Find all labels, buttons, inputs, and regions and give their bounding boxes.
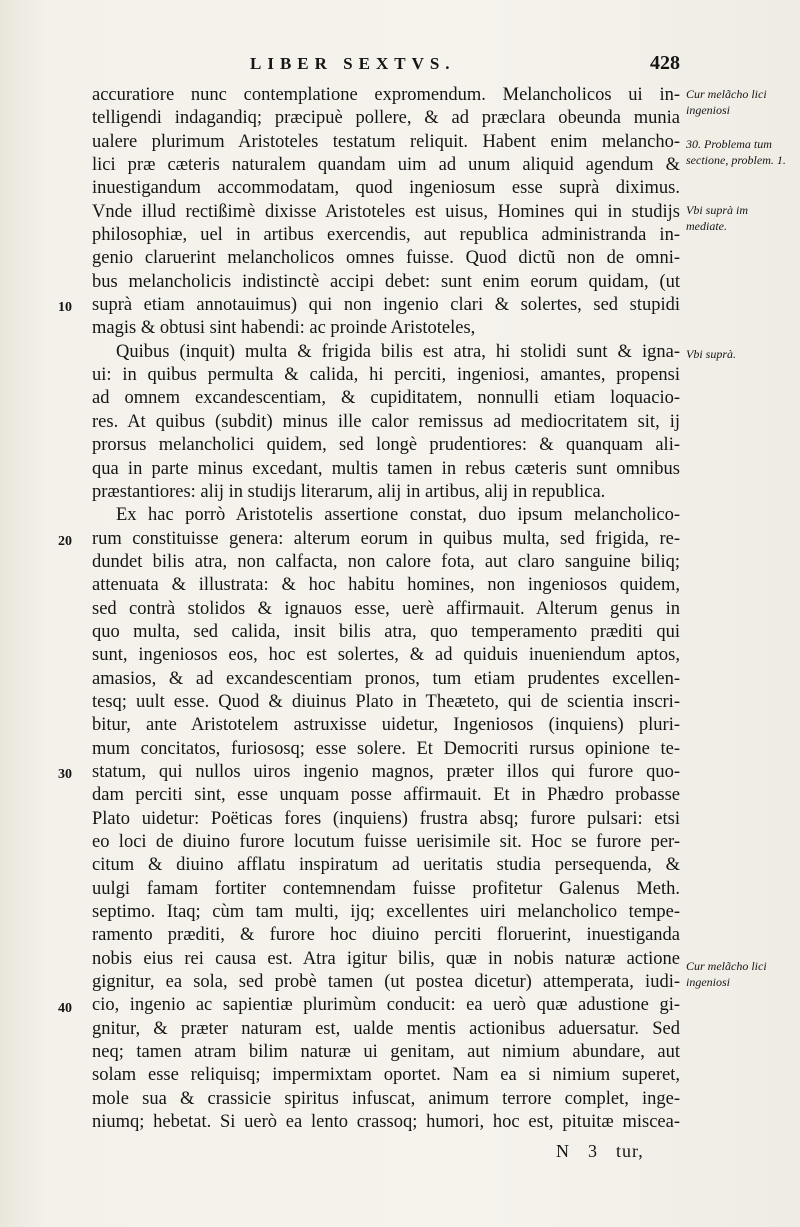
line-number: 40 [58,1001,72,1016]
signature-letter: N [556,1141,570,1161]
line-number: 30 [58,767,72,782]
text-line: sunt, ingeniosos eos, hoc est solertes, & ad quiduis inueniendum aptos, [92,645,680,666]
signature-line [556,1141,644,1162]
catchword: tur, [616,1141,644,1161]
margin-note: Cur melãcho lici ingeniosi [686,87,767,117]
text-line: res. At quibus (subdit) minus ille calor remissus ad mediocritatem sit, ij [92,411,680,432]
text-line: sed contrà stolidos & ignauos esse, uerè affirmauit. Alterum genus in [92,598,680,619]
running-title: LIBER SEXTVS. [250,54,456,73]
margin-note: Cur melãcho lici ingeniosi [686,959,767,989]
text-line: accuratiore nunc contemplatione expromendum. Melancholicos ui in- [92,85,680,105]
text-line: neq; tamen atram bilim naturæ ui genitam, aut nimium abundare, aut [92,1042,680,1063]
text-line: telligendi indagandiq; præcipuè pollere, & ad præclara obeunda munia [92,108,680,129]
text-line: amasios, & ad excandescentiam pronos, tum etiam prudentes excellen- [92,668,680,689]
text-line: citum & diuino afflatu inspiratum ad ueritatis studia persequenda, & [92,855,680,876]
text-line: lici præ cæteris naturalem quandam uim ad unum aliquid agendum & [92,155,680,176]
text-line: nobis eius rei causa est. Atra igitur bilis, quæ in nobis naturæ actione [92,948,680,969]
line-number: 10 [58,300,72,315]
text-line: bus melancholicis indistinctè accipi debet: sunt enim eorum quidam, (ut [92,271,680,292]
text-line: mole sua & crassicie spiritus infuscat, animum terrore complet, inge- [92,1088,680,1109]
text-line: eo loci de diuino furore locutum fuisse uerisimile sit. Hoc se furore per- [92,832,680,852]
text-line: gignitur, ea sola, sed probè tamen (ut postea dicetur) attemperata, iudi- [92,972,680,993]
text-line: magis & obtusi sint habendi: ac proinde Aristoteles, [92,318,476,339]
text-line: ualere plurimum Aristoteles testatum reliquit. Habent enim melancho- [92,131,680,152]
text-line: cio, ingenio ac sapientiæ plurimùm conducit: ea uerò quæ adustione gi- [92,995,680,1016]
text-line: tesq; uult esse. Quod & diuinus Plato in Theæteto, qui de scientia inscri- [92,691,680,712]
text-line: qua in parte minus excedant, multis tamen in rebus cæteris sunt omnibus [92,458,680,479]
text-line: gnitur, & præter naturam est, ualde mentis actionibus aduersatur. Sed [92,1018,680,1039]
text-line: præstantiores: alij in studijs literarum, alij in artibus, alij in republica. [92,481,606,502]
text-line: septimo. Itaq; cùm tam multi, ijq; excellentes uiri melancholico tempe- [92,902,680,923]
text-line: prorsus melancholici quidem, sed longè prudentiores: & quanquam ali- [92,435,680,456]
text-line: ramento præditi, & furore hoc diuino perciti floruerint, inuestiganda [92,925,680,946]
page-number: 428 [650,52,680,74]
text-line: dundet bilis atra, non calfacta, non calore fota, aut claro sanguine biliq; [92,551,680,572]
text-line: Vnde illud rectißimè dixisse Aristoteles est uisus, Homines qui in studijs [92,201,680,222]
text-line: quo multa, sed calida, insit bilis atra, quo temperamento præditi qui [92,621,680,642]
text-line: philosophiæ, uel in artibus exercendis, aut republica administranda in- [92,225,680,246]
text-line: bitur, ante Aristotelem astruxisse uidetur, Ingeniosos (inquiens) pluri- [92,715,680,736]
text-line: statum, qui nullos uiros ingenio magnos, præter illos qui furore quo- [92,761,680,782]
margin-note: Vbi suprà. [686,347,737,361]
text-line: solam esse reliquisq; impermixtam oportet. Nam ea si nimium superet, [92,1065,680,1086]
margin-note: 30. Problema tum sectione, problem. 1. [686,137,786,167]
text-line: Ex hac porrò Aristotelis assertione constat, duo ipsum melancholico- [116,505,680,526]
text-line: ui: in quibus permulta & calida, hi perciti, ingeniosi, amantes, propensi [92,365,680,386]
line-number: 20 [58,534,72,549]
text-line: uulgi famam fortiter contemnendam fuisse profitetur Galenus Meth. [92,878,680,899]
main-text-block [92,84,680,1134]
text-line: Quibus (inquit) multa & frigida bilis est atra, hi stolidi sunt & igna- [116,341,680,362]
text-line: Plato uidetur: Poëticas fores (inquiens) frustra absq; furore pulsari: etsi [92,808,680,829]
text-line: niumq; hebetat. Si uerò ea lento crassoq; humori, hoc est, pituitæ miscea- [92,1112,680,1133]
margin-note: Vbi suprà im mediate. [686,203,749,233]
text-line: rum constituisse genera: alterum eorum in quibus multa, sed frigida, re- [92,528,680,549]
text-line: inuestigandum accommodatam, quod ingeniosum esse suprà diximus. [92,178,680,199]
signature-number: 3 [588,1141,598,1161]
text-line: dam perciti sint, esse unquam posse affirmauit. Et in Phædro probasse [92,785,680,806]
text-line: genio claruerint melancholicos omnes fuisse. Quod dictũ non de omni- [92,248,680,269]
text-line: suprà etiam annotauimus) qui non ingenio clari & solertes, sed stupidi [92,295,680,316]
text-line: ad omnem excandescentiam, & cupiditatem, nonnulli etiam loquacio- [92,388,680,409]
text-line: mum concitatos, furiososq; esse solere. Et Democriti rursus opinione te- [92,738,680,759]
text-line: attenuata & illustrata: & hoc habitu homines, non ingeniosos quidem, [92,575,680,596]
